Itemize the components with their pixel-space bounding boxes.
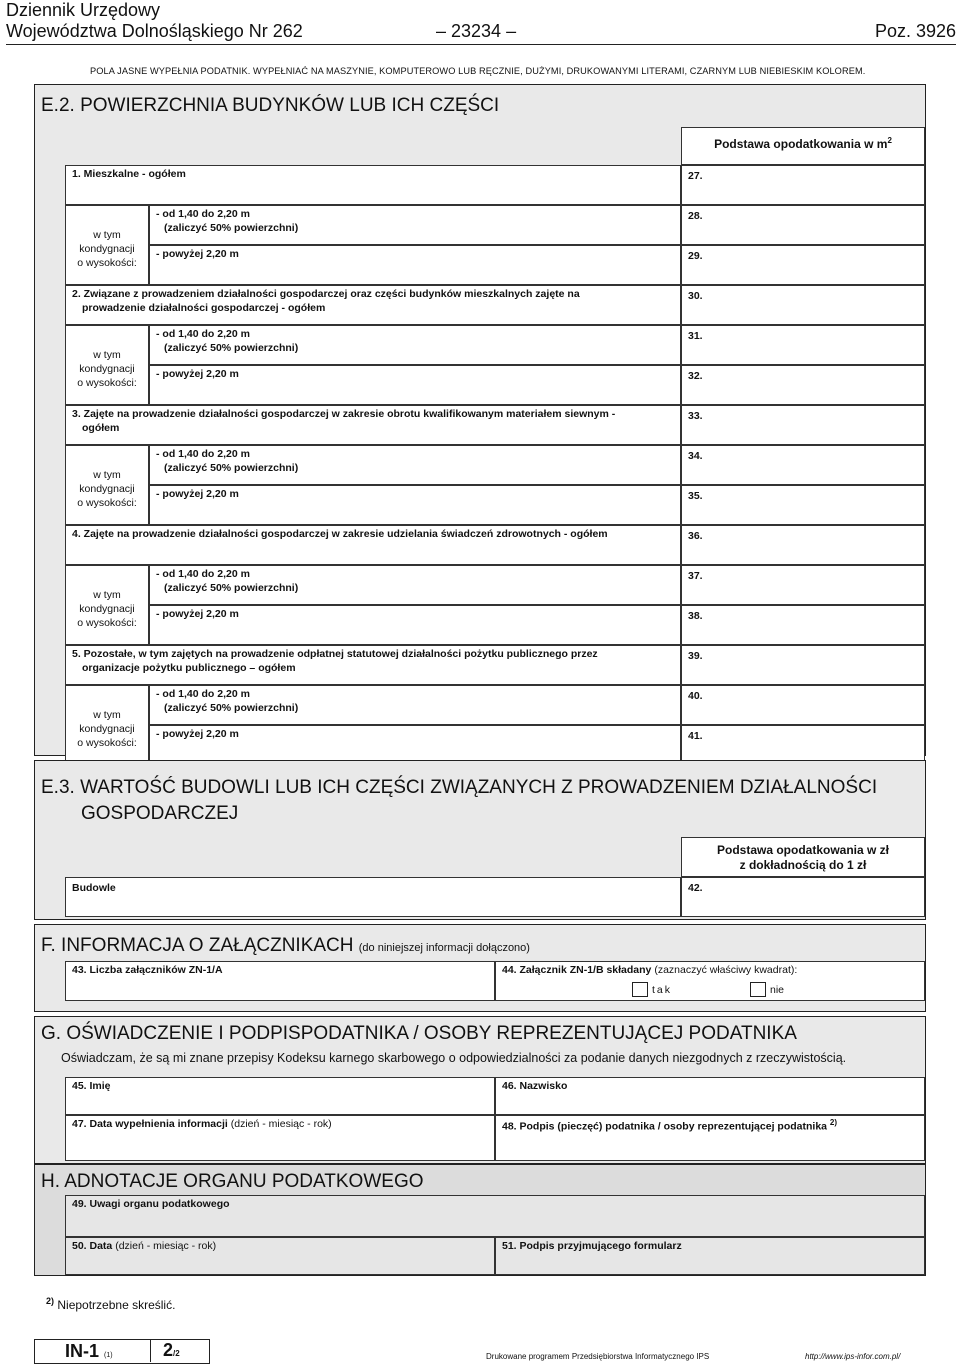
e2-group-5-wtym-2: kondygnacji [79,723,135,735]
e2-group-3-label-line2: ogółem [82,422,120,434]
field-50 [65,1237,495,1275]
section-f-title [41,935,530,957]
e2-group-1-sub-a-row [149,205,681,245]
e2-group-1-sub-b-label: - powyżej 2,20 m [156,248,239,260]
e2-group-4-total-number: 36. [688,530,703,542]
e2-group-3-wtym-3: o wysokości: [77,497,137,509]
form-code-sub: (1) [104,1352,113,1359]
e2-column-header-sup: 2 [887,136,892,145]
e2-group-4-sub-a-line1: - od 1,40 do 2,20 m [156,568,250,580]
e2-group-5-wtym-text [66,708,148,750]
e2-group-2-total-number: 30. [688,290,703,302]
e2-group-3-wtym-text [66,468,148,510]
e3-row-budowle [65,877,681,917]
field-49 [65,1195,925,1237]
journal-position: Poz. 3926 [874,21,956,41]
e2-group-1-wtym-1: w tym [93,229,121,241]
e2-group-5-label-line1: 5. Pozostałe, w tym zajętych na prowadzenie odpłatnej statutowej działalności pożytku publicznego przez [72,648,598,660]
e2-group-3-sub-b-row [149,485,681,525]
e2-group-3-wtym-box [65,445,149,525]
e2-group-4-sub-a-row [149,565,681,605]
field-42-number: 42. [688,882,703,894]
e2-column-header-text: Podstawa opodatkowania w m [714,137,888,151]
e2-group-2-sub-a-line2: (zaliczyć 50% powierzchni) [164,342,299,354]
e2-group-5-total-field[interactable] [681,645,925,685]
e2-group-4-wtym-box [65,565,149,645]
e3-column-header-line2: z dokładnością do 1 zł [739,858,867,872]
e2-group-4-sub-b-field[interactable] [681,605,925,645]
e2-group-5-wtym-1: w tym [93,709,121,721]
e2-group-3-wtym-1: w tym [93,469,121,481]
field-43[interactable] [65,961,495,1001]
e2-group-3-label-line1: 3. Zajęte na prowadzenie działalności gospodarczej w zakresie obrotu kwalifikowanym materiałem siewnym - [72,408,616,420]
page-of-total: /2 [173,1349,180,1358]
e2-column-header [681,127,925,165]
e2-group-1-label-line1: 1. Mieszkalne - ogółem [72,168,186,180]
section-f-title-text: F. INFORMACJA O ZAŁĄCZNIKACH [41,935,354,956]
e2-group-4-wtym-text [66,588,148,630]
e2-group-4-sub-a-field[interactable] [681,565,925,605]
field-45[interactable] [65,1077,495,1115]
field-48[interactable] [495,1115,925,1161]
e2-group-5-sub-a-number: 40. [688,690,703,702]
field-51-label: 51. Podpis przyjmującego formularz [502,1240,682,1252]
e2-group-3-sub-a-field[interactable] [681,445,925,485]
e2-group-3-sub-a-number: 34. [688,450,703,462]
field-46-label: 46. Nazwisko [502,1080,568,1092]
field-48-sup: 2) [829,1118,838,1127]
e2-group-4-total-field[interactable] [681,525,925,565]
e2-group-2-wtym-text [66,348,148,390]
e2-group-4-title-row [65,525,681,565]
e2-group-1-wtym-box [65,205,149,285]
journal-page-number: – 23234 – [436,21,517,41]
e2-group-5-sub-a-line2: (zaliczyć 50% powierzchni) [164,702,299,714]
section-g-title: G. OŚWIADCZENIE I PODPISPODATNIKA / OSOBY REPREZENTUJĄCEJ PODATNIKA [41,1023,797,1044]
field-50-label: 50. Data [72,1240,113,1252]
e2-group-1-total-number: 27. [688,170,703,182]
section-f [34,924,926,1012]
form-code-text: IN-1 [65,1341,100,1361]
e2-group-2-label-line2: prowadzenie działalności gospodarczej - ogółem [82,302,326,314]
e2-group-2-wtym-3: o wysokości: [77,377,137,389]
e2-group-5-sub-a-row [149,685,681,725]
e2-group-3-sub-b-number: 35. [688,490,703,502]
e2-group-3-sub-a-line2: (zaliczyć 50% powierzchni) [164,462,299,474]
e2-group-4-wtym-3: o wysokości: [77,617,137,629]
footnote [46,1296,175,1312]
section-e2 [34,84,926,756]
e2-group-4-sub-a-number: 37. [688,570,703,582]
e2-group-1-sub-b-row [149,245,681,285]
field-47[interactable] [65,1115,495,1161]
checkbox-tak-label: tak [652,984,673,996]
form-code [35,1340,151,1362]
e2-group-2-sub-a-row [149,325,681,365]
e3-row-label: Budowle [72,882,116,894]
section-e3 [34,760,926,920]
section-g-statement: Oświadczam, że są mi znane przepisy Kodeksu karnego skarbowego o odpowiedzialności za podanie danych niezgodnych z rzeczywistością. [61,1051,847,1065]
e3-column-header-line1: Podstawa opodatkowania w zł [716,843,890,857]
field-44-label: 44. Załącznik ZN-1/B składany [502,964,652,976]
e2-group-4-wtym-2: kondygnacji [79,603,135,615]
e2-group-3-sub-a-row [149,445,681,485]
field-44-note: (zaznaczyć właściwy kwadrat): [654,964,798,976]
field-42[interactable] [681,877,925,917]
e2-group-5-sub-b-field[interactable] [681,725,925,765]
field-47-note: (dzień - miesiąc - rok) [230,1118,332,1130]
e2-group-3-title-row [65,405,681,445]
e2-group-1-wtym-3: o wysokości: [77,257,137,269]
e2-group-5-total-number: 39. [688,650,703,662]
section-e3-title-line1: E.3. WARTOŚĆ BUDOWLI LUB ICH CZĘŚCI ZWIĄZANYCH Z PROWADZENIEM DZIAŁALNOŚCI [41,777,878,798]
e2-group-2-sub-b-number: 32. [688,370,703,382]
page-of-number: 2 [163,1340,174,1360]
e2-group-1-wtym-2: kondygnacji [79,243,135,255]
section-g [34,1016,926,1164]
e2-group-3-sub-b-field[interactable] [681,485,925,525]
e2-group-4-wtym-1: w tym [93,589,121,601]
e2-group-2-sub-a-number: 31. [688,330,703,342]
e2-group-2-title-row [65,285,681,325]
e2-group-2-wtym-box [65,325,149,405]
e2-group-2-wtym-1: w tym [93,349,121,361]
checkbox-tak[interactable] [632,982,648,997]
e3-column-header [681,837,925,877]
e2-group-2-sub-a-field[interactable] [681,325,925,365]
e2-group-5-title-row [65,645,681,685]
checkbox-nie-label: nie [770,984,785,996]
e2-group-4-sub-b-number: 38. [688,610,703,622]
e2-group-5-sub-b-row [149,725,681,765]
e2-group-2-sub-b-label: - powyżej 2,20 m [156,368,239,380]
page-of [163,1340,180,1361]
field-45-label: 45. Imię [72,1080,111,1092]
form-code-box [34,1339,210,1364]
e2-group-1-sub-a-line1: - od 1,40 do 2,20 m [156,208,250,220]
printer-url[interactable]: http://www.ips-infor.com.pl/ [805,1352,901,1361]
e2-group-2-label-line1: 2. Związane z prowadzeniem działalności gospodarczej oraz części budynków mieszkalnych zajęte na [72,288,580,300]
e2-group-1-wtym-text [66,228,148,270]
e2-group-1-total-field[interactable] [681,165,925,205]
e2-group-3-sub-a-line1: - od 1,40 do 2,20 m [156,448,250,460]
footnote-marker: 2) [46,1296,55,1306]
e2-group-2-sub-a-line1: - od 1,40 do 2,20 m [156,328,250,340]
journal-subtitle: Województwa Dolnośląskiego Nr 262 [6,21,303,41]
e2-group-4-sub-a-line2: (zaliczyć 50% powierzchni) [164,582,299,594]
field-51 [495,1237,925,1275]
e2-group-1-sub-a-field[interactable] [681,205,925,245]
e2-group-2-wtym-2: kondygnacji [79,363,135,375]
e2-group-5-wtym-3: o wysokości: [77,737,137,749]
journal-header [6,0,956,45]
section-e2-title: E.2. POWIERZCHNIA BUDYNKÓW LUB ICH CZĘŚCI [41,95,500,116]
e2-group-3-wtym-2: kondygnacji [79,483,135,495]
field-48-label: 48. Podpis (pieczęć) podatnika / osoby reprezentującej podatnika [502,1120,827,1133]
e2-group-4-sub-b-label: - powyżej 2,20 m [156,608,239,620]
e2-group-2-total-field[interactable] [681,285,925,325]
e2-group-3-total-field[interactable] [681,405,925,445]
e2-group-3-total-number: 33. [688,410,703,422]
journal-title: Dziennik Urzędowy [6,0,161,20]
form-instruction: POLA JASNE WYPEŁNIA PODATNIK. WYPEŁNIAĆ NA MASZYNIE, KOMPUTEROWO LUB RĘCZNIE, DUŻYMI, DRUKOWANYMI LITERAMI, CZARNYM LUB NIEBIESKIM KOLOREM. [90,66,866,77]
printer-credit: Drukowane programem Przedsiębiorstwa Informatycznego IPS [486,1352,710,1361]
field-49-label: 49. Uwagi organu podatkowego [72,1198,230,1210]
section-e3-title-line2: GOSPODARCZEJ [81,803,239,824]
field-50-note: (dzień - miesiąc - rok) [115,1240,217,1252]
e2-group-3-sub-b-label: - powyżej 2,20 m [156,488,239,500]
e2-group-1-sub-b-field[interactable] [681,245,925,285]
e2-group-5-sub-a-line1: - od 1,40 do 2,20 m [156,688,250,700]
e2-group-5-sub-b-number: 41. [688,730,703,742]
e2-group-5-wtym-box [65,685,149,765]
section-f-title-note: (do niniejszej informacji dołączono) [358,942,530,954]
e2-group-1-title-row [65,165,681,205]
field-46[interactable] [495,1077,925,1115]
e2-group-5-sub-b-label: - powyżej 2,20 m [156,728,239,740]
e2-group-5-label-line2: organizacje pożytku publicznego – ogółem [82,662,296,674]
footnote-text: Niepotrzebne skreślić. [57,1298,176,1312]
e2-group-5-sub-a-field[interactable] [681,685,925,725]
field-43-label: 43. Liczba załączników ZN-1/A [72,964,223,976]
e2-group-2-sub-b-field[interactable] [681,365,925,405]
e2-group-4-label-line1: 4. Zajęte na prowadzenie działalności gospodarczej w zakresie udzielania świadczeń zdrowotnych - ogółem [72,528,608,540]
checkbox-nie[interactable] [750,982,766,997]
e2-group-2-sub-b-row [149,365,681,405]
section-h [34,1164,926,1276]
e2-group-1-sub-a-line2: (zaliczyć 50% powierzchni) [164,222,299,234]
e2-group-1-sub-b-number: 29. [688,250,703,262]
field-47-label: 47. Data wypełnienia informacji [72,1118,228,1130]
e2-group-1-sub-a-number: 28. [688,210,703,222]
section-h-title: H. ADNOTACJE ORGANU PODATKOWEGO [41,1171,424,1192]
field-44 [495,961,925,1001]
e2-group-4-sub-b-row [149,605,681,645]
